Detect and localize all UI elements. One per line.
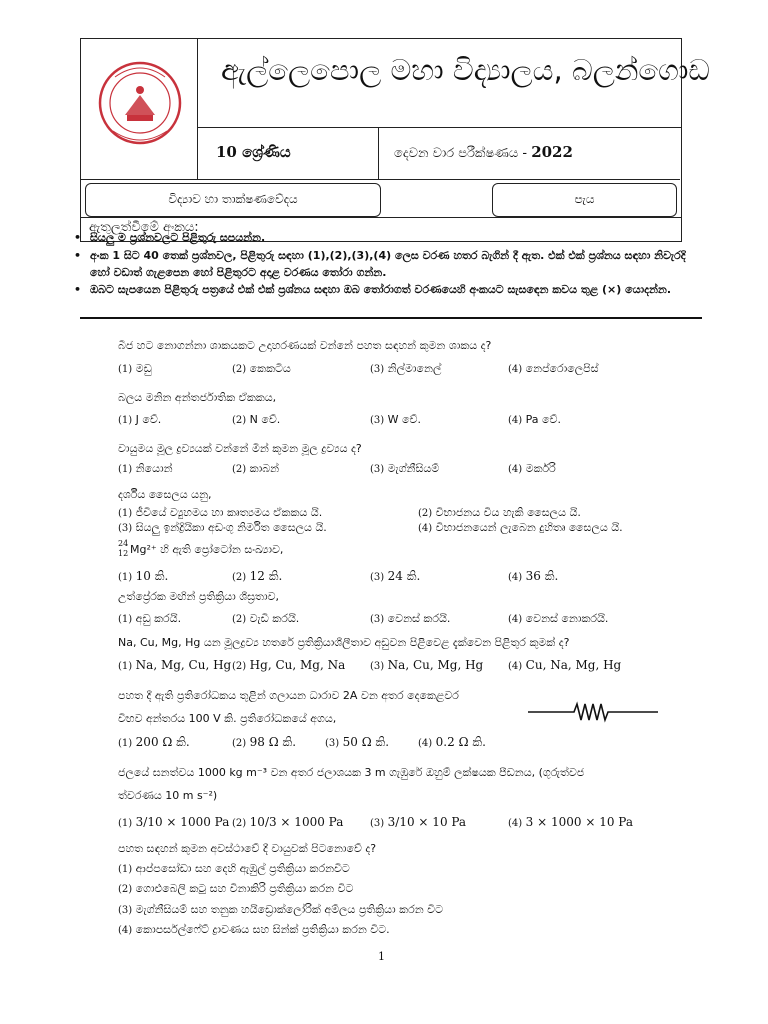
option[interactable]: (1) නියොන් bbox=[118, 462, 173, 475]
option[interactable]: (4) මර්කරි bbox=[508, 462, 556, 475]
school-name: ඇල්ලෙපොල මහා විද්‍යාලය, බලන්ගොඩ bbox=[221, 53, 710, 87]
page-number: 1 bbox=[378, 950, 385, 963]
bullet-icon: • bbox=[74, 249, 82, 262]
option[interactable]: (2) වැඩි කරයි. bbox=[232, 612, 300, 625]
section-rule bbox=[80, 317, 702, 319]
option[interactable]: (3) නිල්මානෙල් bbox=[370, 362, 442, 375]
option[interactable]: (2) විභාජනය විය හැකි සෛලය යි. bbox=[418, 506, 581, 519]
option[interactable]: (1) ජීවියේ ව්‍යුහමය හා කෘත්‍යමය ඒකකය යි. bbox=[118, 506, 323, 519]
option[interactable]: (1) 3/10 × 1000 Pa bbox=[118, 815, 230, 829]
option[interactable]: (3) W වේ. bbox=[370, 413, 421, 426]
question-text: පහත දී ඇති ප්‍රතිරෝධකය තුළින් ගලායන ධාරාව 2A වන අතර දෙකෙළවර bbox=[118, 689, 459, 702]
option[interactable]: (3) 3/10 × 10 Pa bbox=[370, 815, 467, 829]
index-number-field[interactable]: ඇතුලත්වීමේ අංකය: bbox=[80, 216, 682, 242]
option[interactable]: (1) J වේ. bbox=[118, 413, 162, 426]
option[interactable]: (2) 12 කි. bbox=[232, 569, 283, 583]
question-text-cont: ත්වරණය 10 m s⁻²) bbox=[118, 789, 218, 802]
question-text: ජලයේ ඝනත්වය 1000 kg m⁻³ වන අතර ජලාශයක 3 m ගැඹුරේ ඔහුම් ලක්ෂයක පීඩනය, (ගුරුත්වජ bbox=[118, 766, 585, 779]
grade-label: 10 ශ්‍රේණිය bbox=[216, 143, 291, 161]
option[interactable]: (3) මැග්නීසියම් සහ තනුක හයිඩ්‍රොක්ලෝරික් අම්ලය ප්‍රතික්‍රියා කරන විට bbox=[118, 903, 443, 916]
option[interactable]: (3) 24 කි. bbox=[370, 569, 421, 583]
option[interactable]: (2) Hg, Cu, Mg, Na bbox=[232, 658, 346, 672]
option[interactable]: (1) 10 කි. bbox=[118, 569, 169, 583]
question-text: පහත සඳහන් කුමන අවස්ථාවේ දී වායුවක් පිටනොවේ ද? bbox=[118, 842, 377, 855]
option[interactable]: (1) මඩු bbox=[118, 362, 152, 375]
bullet-icon: • bbox=[74, 283, 82, 296]
option[interactable]: (1) ආප්පසෝඩා සහ දෙහි ඇඹුල් ප්‍රතික්‍රියා කරනවිට bbox=[118, 862, 350, 875]
exam-year: 2022 bbox=[531, 143, 573, 161]
bullet-icon: • bbox=[74, 231, 82, 244]
question-text: උත්ප්‍රේරක මඟින් ප්‍රතික්‍රියා ශීඝ්‍රතාව, bbox=[118, 590, 279, 603]
option[interactable]: (4) Pa වේ. bbox=[508, 413, 561, 426]
question-text: බලය මනින අන්තර්ජාතික ඒකකය, bbox=[118, 391, 277, 404]
option[interactable]: (3) 50 Ω කි. bbox=[325, 735, 390, 749]
option[interactable]: (4) 0.2 Ω කි. bbox=[418, 735, 486, 749]
option[interactable]: (2) කාබන් bbox=[232, 462, 280, 475]
subject-box: විද්‍යාව හා තාක්ෂණවේදය bbox=[85, 183, 381, 217]
instruction-item: • ඔබට සැපයෙන පිළිතුරු පත්‍රයේ එක් එක් ප්‍රශ්නය සඳහා ඔබ තෝරාගත් වරණයෙහි අංකයට සැසඳෙන කවය තුළ (×) යොදන්න. bbox=[74, 283, 672, 296]
option[interactable]: (2) 98 Ω කි. bbox=[232, 735, 297, 749]
question-text-cont: විභව අන්තරය 100 V කි. ප්‍රතිරෝධකයේ අගය, bbox=[118, 712, 337, 725]
option[interactable]: (1) 200 Ω කි. bbox=[118, 735, 190, 749]
option[interactable]: (4) වෙනස් නොකරයි. bbox=[508, 612, 609, 625]
atomic-number: 12 bbox=[118, 549, 129, 558]
option[interactable]: (4) Cu, Na, Mg, Hg bbox=[508, 658, 622, 672]
option[interactable]: (3) මැග්නීසියම් bbox=[370, 462, 440, 475]
option[interactable]: (1) Na, Mg, Cu, Hg bbox=[118, 658, 232, 672]
divider bbox=[81, 179, 680, 180]
question-text: Na, Cu, Mg, Hg යන මූලද්‍රව්‍ය හතරේ ප්‍රතික්‍රියාශීලීතාව අඩුවන පිළිවෙළ දැක්වෙන පිළිතුර කුමක් ද? bbox=[118, 636, 570, 649]
resistor-symbol-icon bbox=[528, 700, 658, 724]
divider bbox=[198, 127, 681, 128]
option[interactable]: (3) වෙනස් කරයි. bbox=[370, 612, 451, 625]
option[interactable]: (4) 36 කි. bbox=[508, 569, 559, 583]
exam-prefix: දෙවන වාර පරීක්ෂණය - bbox=[394, 146, 532, 161]
divider bbox=[378, 127, 379, 179]
school-crest-logo bbox=[95, 57, 185, 153]
option[interactable]: (4) නෙප්රොලෙපිස් bbox=[508, 362, 599, 375]
option[interactable]: (3) Na, Cu, Mg, Hg bbox=[370, 658, 484, 672]
option[interactable]: (2) කෙකටිය bbox=[232, 362, 291, 375]
exam-title bbox=[394, 143, 573, 161]
option[interactable]: (3) සියලු ඉන්ද්‍රියිකා අඩංගු නිර්මිත සෛලය යි. bbox=[118, 521, 327, 534]
question-text: බීජ හට නොගන්නා ශාකයකට උදාහරණයක් වන්නේ පහත සඳහන් කුමන ශාකය ද? bbox=[118, 339, 492, 352]
option[interactable]: (1) අඩු කරයි. bbox=[118, 612, 182, 625]
duration-box: පැය bbox=[492, 183, 677, 217]
option[interactable]: (4) 3 × 1000 × 10 Pa bbox=[508, 815, 633, 829]
instruction-item: • අංක 1 සිට 40 තෙක් ප්‍රශ්නවල, පිළිතුරු සඳහා (1),(2),(3),(4) ලෙස වරණ හතර බැගින් දී ඇත. එක් එක් ප්‍රශ්නය සඳහා නිවැරදි හෝ වඩාත් ගැළපෙන හෝ පිළිතුරට අදාළ වරණය තෝරා ගන්න. bbox=[74, 249, 686, 279]
question-text: 24 12 Mg²⁺ හි ඇති ප්‍රෝටෝන සංඛ්‍යාව, bbox=[118, 539, 284, 558]
option[interactable]: (2) N වේ. bbox=[232, 413, 281, 426]
instruction-item: • සියලු ම ප්‍රශ්නවලට පිළිතුරු සපයන්න. bbox=[74, 231, 266, 244]
option[interactable]: (2) 10/3 × 1000 Pa bbox=[232, 815, 344, 829]
logo-cell bbox=[81, 39, 198, 179]
exam-header bbox=[80, 38, 710, 218]
question-text: වායුමය මූල ද්‍රව්‍යයක් වන්නේ මින් කුමන මූල ද්‍රව්‍යය ද? bbox=[118, 442, 362, 455]
option[interactable]: (4) කොපර්සල්ෆේට් ද්‍රාවණය සහ සින්ක් ප්‍රතික්‍රියා කරන විට. bbox=[118, 923, 390, 936]
question-text: දර්ශීය සෛලය යනු, bbox=[118, 488, 212, 501]
option[interactable]: (2) ගොළුබෙලි කටු සහ විනාකිරි ප්‍රතික්‍රියා කරන විට bbox=[118, 882, 354, 895]
option[interactable]: (4) විභාජනයෙන් ලැබෙන දුහිතෘ සෛලය යි. bbox=[418, 521, 623, 534]
mass-number: 24 bbox=[118, 539, 129, 548]
